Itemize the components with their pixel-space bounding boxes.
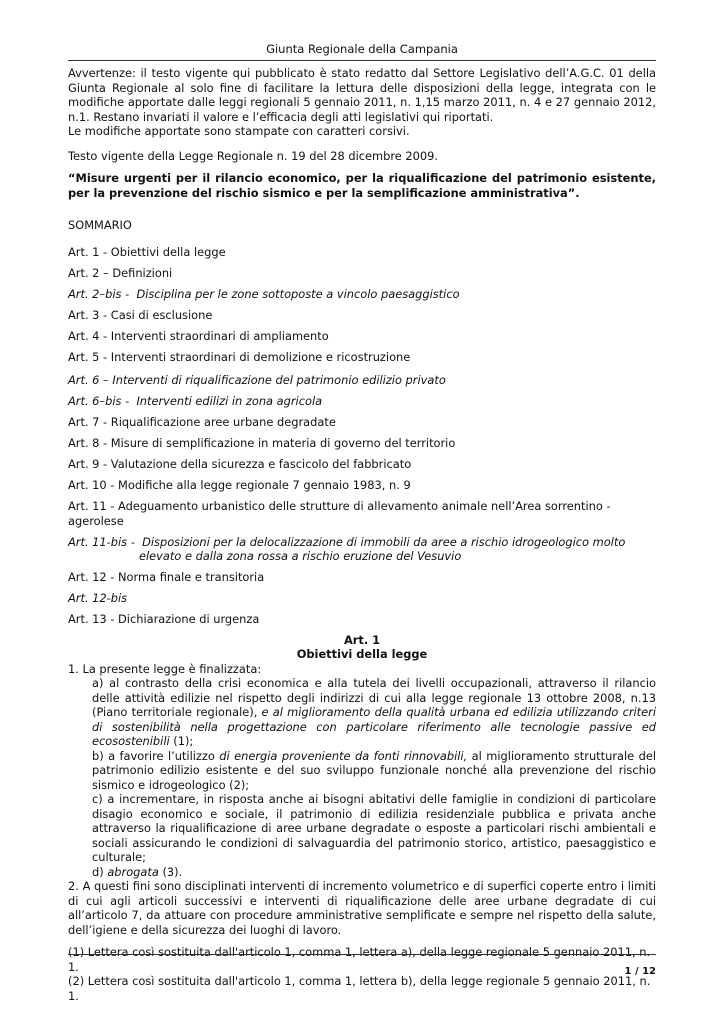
article-1: [68, 633, 656, 938]
toc-item-art-13: Art. 13 - Dichiarazione di urgenza: [68, 612, 260, 626]
header-divider: [68, 60, 656, 61]
notice-paragraph: Avvertenze: il testo vigente qui pubblicato è stato redatto dal Settore Legislativo dell’A.G.C. 01 della Giunta Regionale al solo fine di facilitare la lettura delle disposizioni della legge, integrata con le modifiche apportate dalle leggi regionali 5 gennaio 2011, n. 1,15 marzo 2011, n. 4 e 27 gennaio 2012, n.1. Restano invariati il valore e l’efficacia degli atti legislativi qui riportati.: [68, 66, 656, 124]
toc-item-art-1: Art. 1 - Obiettivi della legge: [68, 244, 226, 259]
vigente-line: Testo vigente della Legge Regionale n. 19 del 28 dicembre 2009.: [68, 148, 439, 163]
note-ref-3: (3).: [162, 864, 183, 879]
letter-b: [92, 749, 656, 793]
table-of-contents: [68, 245, 656, 627]
footnote-2: (2) Lettera così sostituita dall'articolo 1, comma 1, lettera b), della legge regionale 5 gennaio 2011, n. 1.: [68, 974, 651, 1003]
footer-divider: [68, 954, 656, 955]
letter-a-italic: e al miglioramento della qualità urbana ed edilizia utilizzando criteri di sostenibilità nella progettazione con particolare riferimento alle tecnologie passive ed ecosostenibili: [92, 705, 657, 748]
note-ref-1: (1);: [173, 734, 194, 748]
toc-item-art-10: Art. 10 - Modifiche alla legge regionale 7 gennaio 1983, n. 9: [68, 478, 411, 492]
toc-item-art-2: Art. 2 – Definizioni: [68, 265, 173, 280]
toc-item-art-8: Art. 8 - Misure di semplificazione in materia di governo del territorio: [68, 436, 456, 450]
toc-item-art-3: Art. 3 - Casi di esclusione: [68, 307, 213, 322]
article-title: Obiettivi della legge: [296, 647, 428, 661]
toc-item-art-7: Art. 7 - Riqualificazione aree urbane degradate: [68, 415, 336, 429]
toc-item-art-6-bis: [68, 394, 656, 409]
letter-d-label: d): [92, 864, 104, 879]
toc-item-art-12-bis: Art. 12-bis: [68, 591, 128, 605]
toc-label: Art. 2–bis -: [68, 286, 130, 301]
letter-d-italic: abrogata: [107, 864, 159, 879]
toc-label: Art. 11-bis -: [68, 534, 135, 549]
toc-item-art-11-bis: [68, 535, 656, 564]
letter-b-italic: di energia proveniente da fonti rinnovabili,: [219, 748, 468, 763]
letter-c: c) a incrementare, in risposta anche ai bisogni abitativi delle famiglie in condizioni di particolare disagio economico e sociale, il patrimonio di edilizia residenziale pubblica e privata anche attraverso la riqualificazione di aree urbane degradate o esposte a particolari rischi ambientali e sociali assicurando le condizioni di salvaguardia del patrimonio storico, artistico, paesaggistico e culturale;: [92, 792, 656, 864]
toc-item-art-11: Art. 11 - Adeguamento urbanistico delle strutture di allevamento animale nell’Area sorrentino - agerolese: [68, 499, 611, 528]
toc-item-art-2-bis: [68, 287, 656, 302]
footnote-1: (1) Lettera così sostituita dall'articolo 1, comma 1, lettera a), della legge regionale 5 gennaio 2011, n. 1.: [68, 945, 651, 974]
document-body: [68, 66, 656, 1003]
comma-1: 1. La presente legge è finalizzata:: [68, 661, 262, 676]
toc-item-art-9: Art. 9 - Valutazione della sicurezza e fascicolo del fabbricato: [68, 457, 412, 471]
letter-b-text: b) a favorire l’utilizzo: [92, 748, 215, 763]
page-header: Giunta Regionale della Campania: [266, 42, 458, 56]
sommario-heading: SOMMARIO: [68, 218, 132, 232]
law-title: “Misure urgenti per il rilancio economico, per la riqualificazione del patrimonio esistente, per la prevenzione del rischio sismico e per la semplificazione amministrativa”.: [68, 171, 656, 200]
toc-item-art-12: Art. 12 - Norma finale e transitoria: [68, 570, 265, 584]
toc-item-art-4: Art. 4 - Interventi straordinari di ampliamento: [68, 328, 329, 343]
toc-text: Disposizioni per la delocalizzazione di immobili da aree a rischio idrogeologico molto elevato e dalla zona rossa a rischio eruzione del Vesuvio: [139, 534, 626, 563]
article-number: Art. 1: [343, 632, 381, 647]
comma-1-letters: [68, 676, 656, 879]
letter-d: [92, 865, 656, 880]
toc-item-art-5: Art. 5 - Interventi straordinari di demolizione e ricostruzione: [68, 349, 411, 364]
page-number: 1 / 12: [624, 966, 656, 977]
letter-a: [92, 676, 656, 749]
toc-label: Art. 6–bis -: [68, 394, 130, 408]
toc-text: Disciplina per le zone sottoposte a vincolo paesaggistico: [136, 286, 460, 301]
letter-a-text: a) al contrasto della crisi economica e alla tutela dei livelli occupazionali, attraverso il rilancio delle attività edilizie nel rispetto degli indirizzi di cui alla legge regionale 13 ottobre 2008, n.13 (Piano territoriale regionale),: [92, 676, 656, 719]
toc-text: Interventi edilizi in zona agricola: [136, 394, 323, 408]
letter-b-rest: al miglioramento strutturale del patrimonio edilizio esistente e del suo sviluppo funzionale nonché alla prevenzione del rischio sismico e idrogeologico (2);: [92, 748, 657, 792]
notice-italic-note: Le modifiche apportate sono stampate con caratteri corsivi.: [68, 124, 410, 138]
comma-2: 2. A questi fini sono disciplinati interventi di incremento volumetrico e di superfici coperte entro i limiti di cui agli articoli successivi e interventi di riqualificazione delle aree urbane degradate di cui all’articolo 7, da attuare con procedure amministrative semplificate e sempre nel rispetto della salute, dell’igiene e della sicurezza dei luoghi di lavoro.: [68, 879, 656, 937]
toc-item-art-6: Art. 6 – Interventi di riqualificazione del patrimonio edilizio privato: [68, 373, 446, 387]
